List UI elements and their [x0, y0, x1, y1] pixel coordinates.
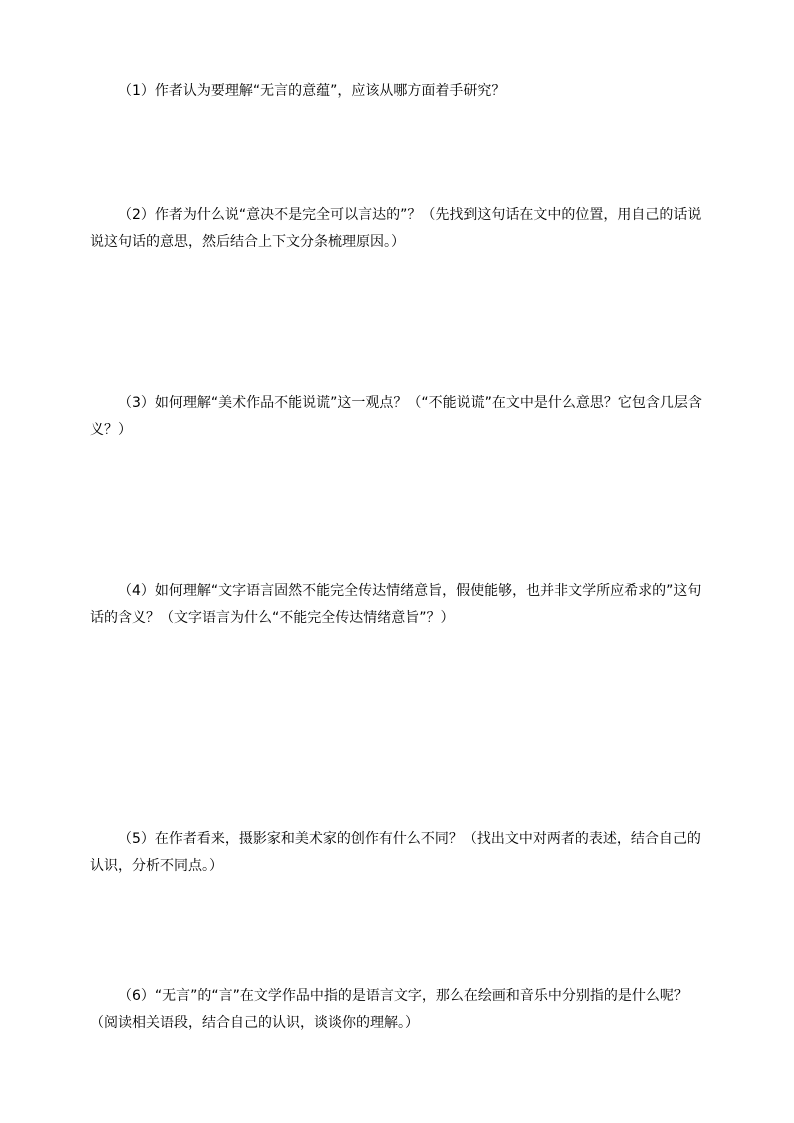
- question-6: （6）“无言”的“言”在文学作品中指的是语言文字，那么在绘画和音乐中分别指的是什么呢？（阅读相关语段，结合自己的认识，谈谈你的理解。）: [90, 988, 688, 1031]
- question-4: （4）如何理解“文字语言固然不能完全传达情绪意旨，假使能够，也并非文学所应希求的”这句话的含义？（文字语言为什么“不能完全传达情绪意旨”？）: [90, 583, 702, 626]
- question-5: （5）在作者看来，摄影家和美术家的创作有什么不同？（找出文中对两者的表述，结合自己的认识，分析不同点。）: [90, 831, 701, 874]
- question-3: （3）如何理解“美术作品不能说谎”这一观点？（“不能说谎”在文中是什么意思？它包含几层含义？）: [90, 395, 702, 438]
- question-1: （1）作者认为要理解“无言的意蕴”，应该从哪方面着手研究？: [118, 83, 506, 99]
- question-2: （2）作者为什么说“意决不是完全可以言达的”？（先找到这句话在文中的位置，用自己的话说说这句话的意思，然后结合上下文分条梳理原因。）: [90, 207, 702, 250]
